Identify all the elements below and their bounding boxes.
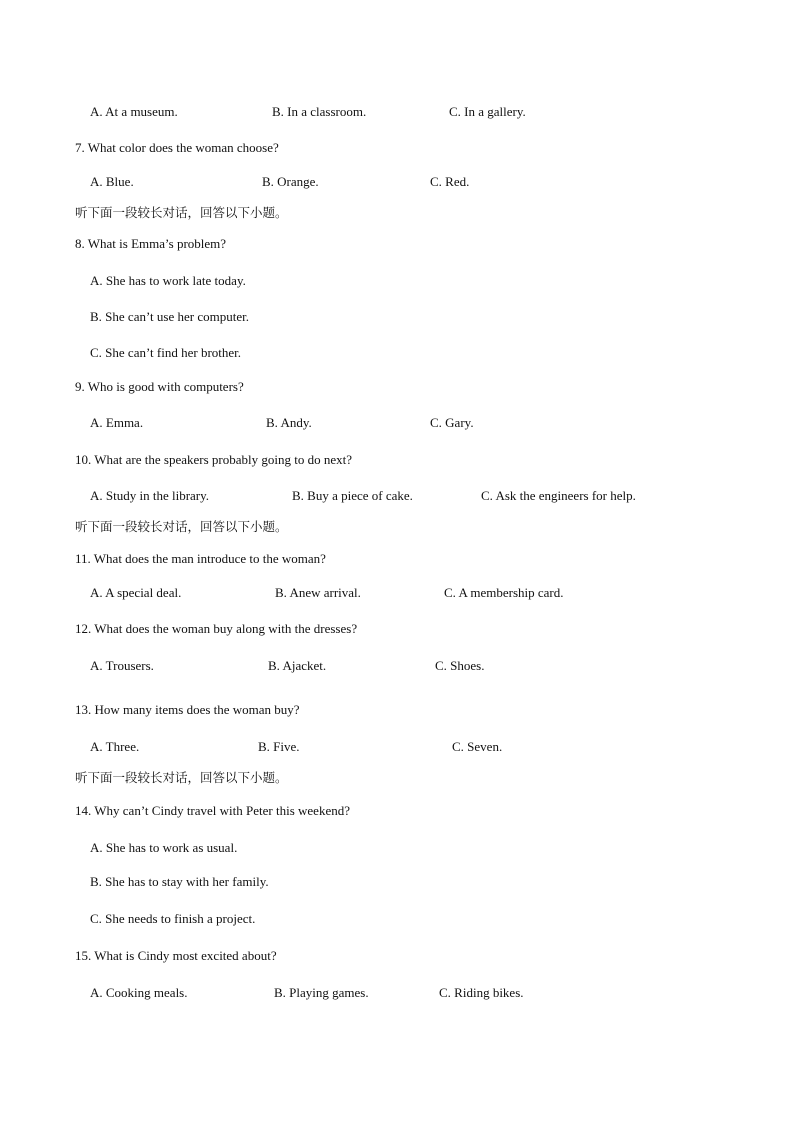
q14-option-c: C. She needs to finish a project. xyxy=(90,911,256,926)
q6-option-b: B. In a classroom. xyxy=(272,104,367,119)
q10-question: 10. What are the speakers probably going to do next? xyxy=(75,452,353,467)
q9-option-c: C. Gary. xyxy=(430,415,474,430)
q12-option-b: B. Ajacket. xyxy=(268,658,327,673)
q8-option-c: C. She can’t find her brother. xyxy=(90,345,242,360)
q9-option-b: B. Andy. xyxy=(266,415,312,430)
q9-option-a: A. Emma. xyxy=(90,415,144,430)
q14-question: 14. Why can’t Cindy travel with Peter this weekend? xyxy=(75,803,350,818)
q9-question: 9. Who is good with computers? xyxy=(75,379,244,394)
q10-option-a: A. Study in the library. xyxy=(90,488,210,503)
q13-question: 13. How many items does the woman buy? xyxy=(75,702,300,717)
q12-question: 12. What does the woman buy along with the dresses? xyxy=(75,621,358,636)
q12-option-c: C. Shoes. xyxy=(435,658,485,673)
q14-option-a: A. She has to work as usual. xyxy=(90,840,238,855)
q11-option-b: B. Anew arrival. xyxy=(275,585,361,600)
q11-question: 11. What does the man introduce to the woman? xyxy=(75,551,326,566)
q11-option-a: A. A special deal. xyxy=(90,585,182,600)
q8-option-b: B. She can’t use her computer. xyxy=(90,309,249,324)
section-instruction-3: 听下面一段较长对话，回答以下小题。 xyxy=(75,770,288,785)
q6-option-c: C. In a gallery. xyxy=(449,104,526,119)
q15-option-a: A. Cooking meals. xyxy=(90,985,188,1000)
q15-option-b: B. Playing games. xyxy=(274,985,369,1000)
q8-option-a: A. She has to work late today. xyxy=(90,273,246,288)
q12-option-a: A. Trousers. xyxy=(90,658,154,673)
q10-option-b: B. Buy a piece of cake. xyxy=(292,488,413,503)
q13-option-a: A. Three. xyxy=(90,739,140,754)
q7-question: 7. What color does the woman choose? xyxy=(75,140,279,155)
q11-option-c: C. A membership card. xyxy=(444,585,564,600)
q10-option-c: C. Ask the engineers for help. xyxy=(481,488,636,503)
q6-option-a: A. At a museum. xyxy=(90,104,178,119)
q14-option-b: B. She has to stay with her family. xyxy=(90,874,269,889)
q7-option-a: A. Blue. xyxy=(90,174,134,189)
section-instruction-2: 听下面一段较长对话，回答以下小题。 xyxy=(75,519,288,534)
q13-option-b: B. Five. xyxy=(258,739,300,754)
q13-option-c: C. Seven. xyxy=(452,739,503,754)
section-instruction-1: 听下面一段较长对话，回答以下小题。 xyxy=(75,205,288,220)
q15-question: 15. What is Cindy most excited about? xyxy=(75,948,277,963)
q8-question: 8. What is Emma’s problem? xyxy=(75,236,227,251)
q7-option-c: C. Red. xyxy=(430,174,470,189)
q15-option-c: C. Riding bikes. xyxy=(439,985,524,1000)
q7-option-b: B. Orange. xyxy=(262,174,319,189)
